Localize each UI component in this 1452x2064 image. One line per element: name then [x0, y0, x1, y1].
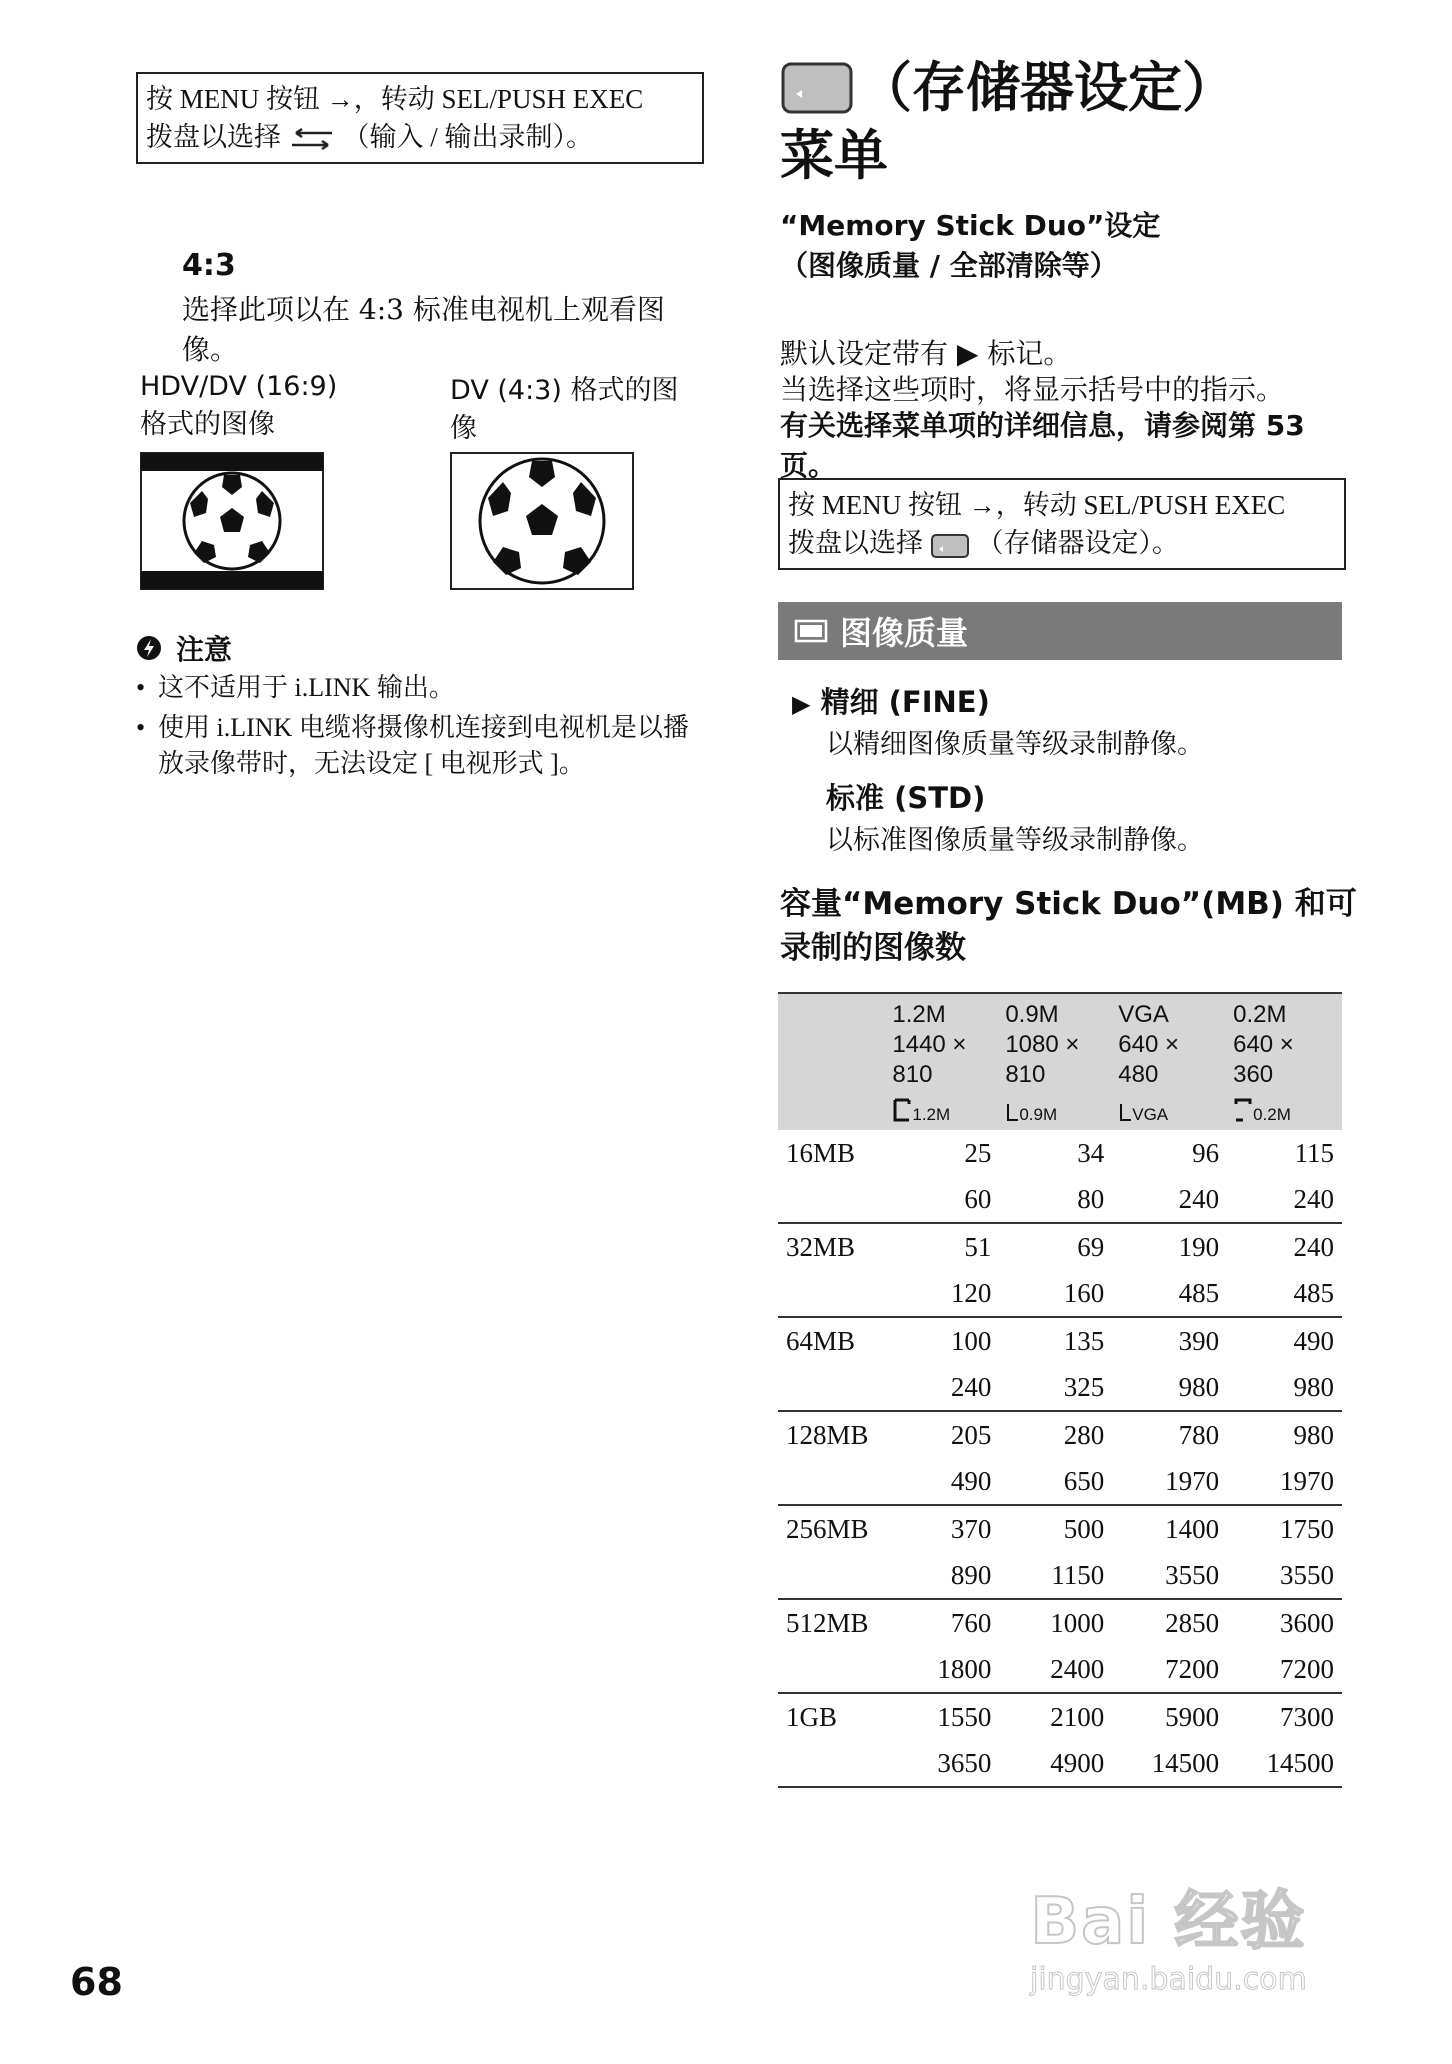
- memory-settings-icon: [780, 60, 854, 116]
- page-number: 68: [70, 1960, 123, 2004]
- std-count: 160: [999, 1270, 1112, 1317]
- table-row: [778, 1646, 1342, 1693]
- table-header-row: [778, 993, 1342, 1130]
- table-row: [778, 1270, 1342, 1317]
- instruction-line-1: 按 MENU 按钮 →，转动 SEL/PUSH EXEC: [788, 490, 1286, 520]
- subtitle: “Memory Stick Duo”设定 （图像质量 / 全部清除等）: [780, 209, 1161, 282]
- std-count: 485: [1112, 1270, 1227, 1317]
- detail-text: 有关选择菜单项的详细信息，请参阅第 53 页。: [780, 409, 1305, 482]
- table-row: [778, 1317, 1342, 1364]
- std-count: 240: [1112, 1176, 1227, 1223]
- fine-count: 370: [950, 1513, 992, 1544]
- header-cell: 0.9M 1080 × 810 0.9M: [1005, 1001, 1080, 1124]
- std-count: 890: [886, 1552, 999, 1599]
- memory-size: 512MB: [786, 1607, 869, 1638]
- fine-count: 760: [950, 1607, 992, 1638]
- caution-icon: [136, 635, 162, 661]
- watermark-brand: Bai 经验: [1030, 1885, 1307, 1959]
- option-title: 标准 (STD): [826, 781, 986, 815]
- table-row: [778, 1364, 1342, 1411]
- fine-count: 2100: [1050, 1701, 1105, 1732]
- section-bar-image-quality: [778, 602, 1342, 660]
- option-fine: [792, 680, 1204, 763]
- std-count: 14500: [1227, 1740, 1342, 1787]
- fine-count: 1750: [1280, 1513, 1334, 1544]
- fine-count: 3600: [1280, 1607, 1334, 1638]
- option-title: 精细 (FINE): [820, 685, 990, 719]
- table-row: [778, 1740, 1342, 1787]
- memory-size: 16MB: [786, 1137, 856, 1168]
- std-count: 120: [886, 1270, 999, 1317]
- caption-dv: DV (4:3) 格式的图像: [450, 375, 679, 444]
- option-marker: ▶: [792, 690, 811, 718]
- table-title: 容量“Memory Stick Duo”(MB) 和可 录制的图像数: [780, 886, 1357, 966]
- fine-count: 490: [1293, 1325, 1334, 1356]
- fine-count: 1400: [1165, 1513, 1220, 1544]
- std-count: 980: [1112, 1364, 1227, 1411]
- std-count: 485: [1227, 1270, 1342, 1317]
- memory-size: 128MB: [786, 1419, 869, 1450]
- note-item: • 使用 i.LINK 电缆将摄像机连接到电视机是以播放录像带时，无法设定 [ 电视形式 ]。: [136, 710, 706, 782]
- fine-count: 25: [964, 1137, 992, 1168]
- watermark-url: jingyan.baidu.com: [1030, 1962, 1307, 1997]
- fine-count: 780: [1178, 1419, 1220, 1450]
- instruction-line-2: 拨盘以选择 （输入 / 输出录制）。: [146, 122, 594, 152]
- std-count: 7200: [1112, 1646, 1227, 1693]
- indicator-text: 当选择这些项时，将显示括号中的指示。: [780, 373, 1285, 406]
- option-43-title: 4:3: [182, 248, 236, 283]
- page-title-line-2: 菜单: [780, 124, 888, 187]
- option-desc: 以精细图像质量等级录制静像。: [826, 729, 1204, 759]
- instruction-line-1: 按 MENU 按钮 →，转动 SEL/PUSH EXEC: [146, 84, 644, 114]
- std-count: 2400: [999, 1646, 1112, 1693]
- std-count: 1150: [999, 1552, 1112, 1599]
- image-size-09m-icon: [1005, 1098, 1019, 1124]
- std-count: 650: [999, 1458, 1112, 1505]
- section-title: 图像质量: [840, 614, 969, 652]
- std-count: 3650: [886, 1740, 999, 1787]
- table-row: [778, 1693, 1342, 1740]
- instruction-box-memory: [778, 478, 1346, 570]
- page-title: [780, 54, 1236, 190]
- watermark: [1030, 1870, 1307, 1997]
- caption-hdv: HDV/DV (16:9) 格式的图像: [140, 371, 338, 440]
- std-count: 14500: [1112, 1740, 1227, 1787]
- fine-count: 240: [1293, 1231, 1334, 1262]
- memory-size: 32MB: [786, 1231, 856, 1262]
- std-count: 3550: [1227, 1552, 1342, 1599]
- memory-settings-icon: [930, 532, 970, 560]
- std-count: 80: [999, 1176, 1112, 1223]
- fine-count: 2850: [1165, 1607, 1220, 1638]
- option-std: [826, 776, 1204, 859]
- table-row: [778, 1599, 1342, 1646]
- table-row: [778, 1130, 1342, 1176]
- std-count: 1800: [886, 1646, 999, 1693]
- fine-count: 190: [1178, 1231, 1220, 1262]
- memory-size: 1GB: [786, 1701, 838, 1732]
- fine-count: 96: [1192, 1137, 1220, 1168]
- fine-count: 980: [1293, 1419, 1334, 1450]
- fine-count: 390: [1178, 1325, 1220, 1356]
- fine-count: 280: [1063, 1419, 1105, 1450]
- memory-size: 256MB: [786, 1513, 869, 1544]
- image-hdv-soccer-ball: [140, 452, 324, 590]
- table-row: [778, 1458, 1342, 1505]
- page-title-line-1: （存储器设定）: [858, 56, 1236, 119]
- fine-count: 100: [950, 1325, 992, 1356]
- table-row: [778, 1505, 1342, 1552]
- default-text: 默认设定带有 ▶ 标记。: [780, 337, 1072, 370]
- fine-count: 135: [1063, 1325, 1105, 1356]
- image-size-vga-icon: [1118, 1098, 1132, 1124]
- std-count: 980: [1227, 1364, 1342, 1411]
- fine-count: 205: [950, 1419, 992, 1450]
- fine-count: 500: [1063, 1513, 1105, 1544]
- std-count: 240: [1227, 1176, 1342, 1223]
- std-count: 3550: [1112, 1552, 1227, 1599]
- notes-header: [136, 628, 232, 668]
- header-cell: 1.2M 1440 × 810 1.2M: [892, 1001, 967, 1124]
- std-count: 4900: [999, 1740, 1112, 1787]
- io-record-icon: [288, 127, 336, 153]
- std-count: 1970: [1227, 1458, 1342, 1505]
- header-cell: 0.2M 640 × 360 0.2M: [1233, 1001, 1294, 1124]
- fine-count: 69: [1077, 1231, 1105, 1262]
- image-size-12m-icon: [892, 1098, 912, 1124]
- fine-count: 1550: [937, 1701, 992, 1732]
- image-dv-soccer-ball: [450, 452, 634, 590]
- table-row: [778, 1411, 1342, 1458]
- image-size-02m-icon: [1233, 1098, 1253, 1124]
- capacity-table-body: [778, 1130, 1342, 1787]
- std-count: 1970: [1112, 1458, 1227, 1505]
- fine-count: 115: [1294, 1137, 1334, 1168]
- instruction-line-2: 拨盘以选择 （存储器设定）。: [788, 528, 1179, 558]
- std-count: 7200: [1227, 1646, 1342, 1693]
- notes-title: 注意: [176, 633, 233, 666]
- option-43-desc: 选择此项以在 4:3 标准电视机上观看图像。: [182, 293, 665, 366]
- std-count: 325: [999, 1364, 1112, 1411]
- table-row: [778, 1223, 1342, 1270]
- fine-count: 51: [964, 1231, 992, 1262]
- capacity-table: [778, 992, 1342, 1788]
- table-row: [778, 1176, 1342, 1223]
- memory-size: 64MB: [786, 1325, 856, 1356]
- note-item: • 这不适用于 i.LINK 输出。: [136, 670, 706, 706]
- fine-count: 7300: [1280, 1701, 1334, 1732]
- table-row: [778, 1552, 1342, 1599]
- fine-count: 34: [1077, 1137, 1105, 1168]
- fine-count: 1000: [1050, 1607, 1105, 1638]
- image-quality-icon: [794, 618, 828, 644]
- notes-list: [136, 670, 706, 786]
- fine-count: 5900: [1165, 1701, 1220, 1732]
- header-cell: VGA 640 × 480 VGA: [1118, 1001, 1179, 1124]
- option-desc: 以标准图像质量等级录制静像。: [826, 825, 1204, 855]
- instruction-box-io: [136, 72, 704, 164]
- std-count: 240: [886, 1364, 999, 1411]
- std-count: 60: [886, 1176, 999, 1223]
- std-count: 490: [886, 1458, 999, 1505]
